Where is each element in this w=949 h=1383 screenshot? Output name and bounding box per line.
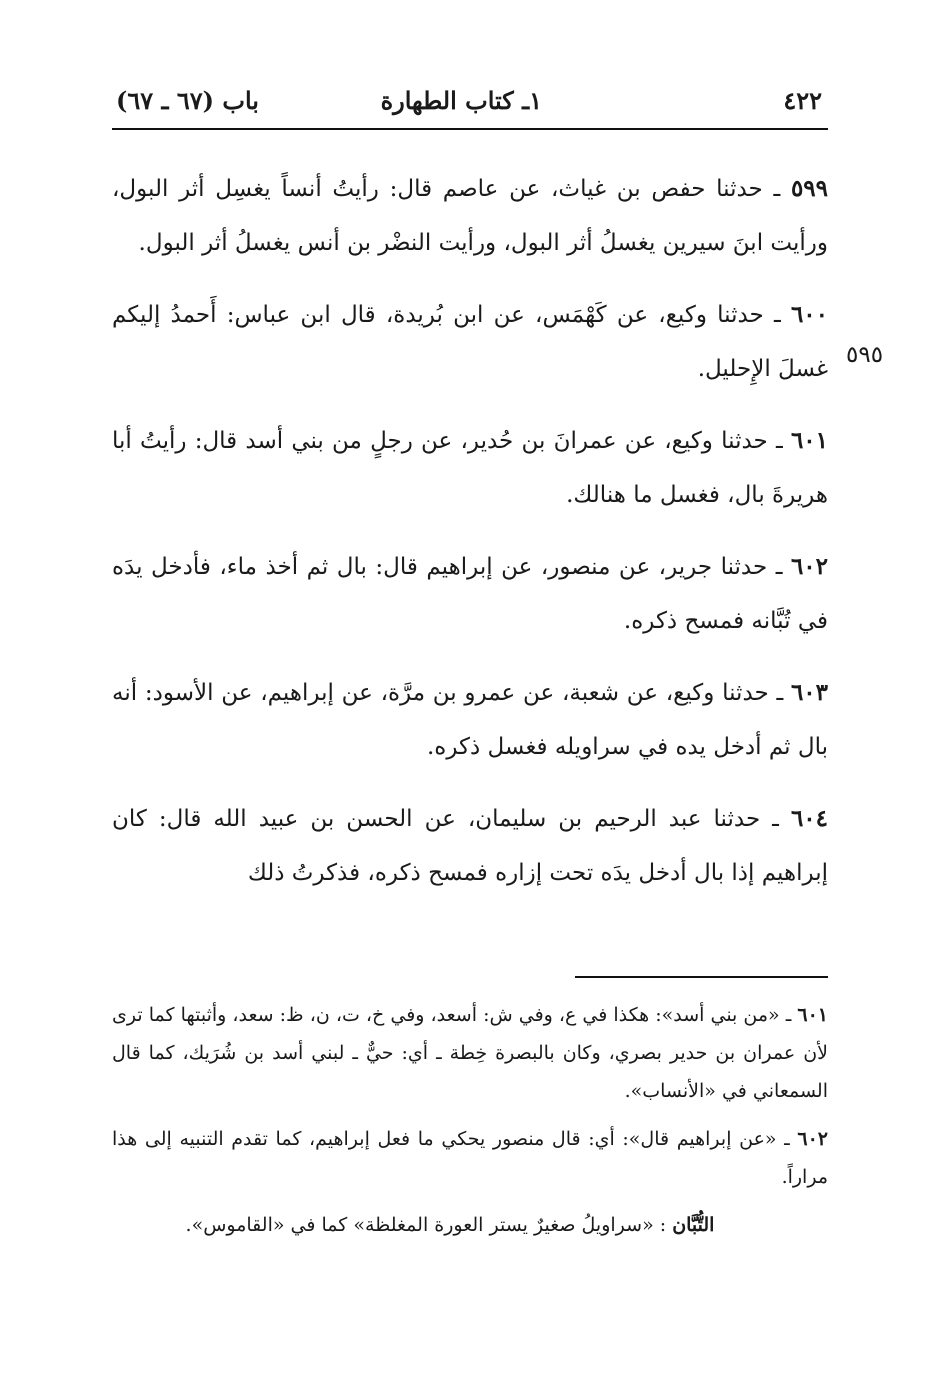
hadith-601 xyxy=(112,414,828,522)
hadith-text: ـ حدثنا عبد الرحيم بن سليمان، عن الحسن بن عبيد الله قال: كان إبراهيم إذا بال أدخل يدَه تحت إزاره فمسح ذكره، فذكرتُ ذلك xyxy=(112,806,828,886)
hadith-604 xyxy=(112,792,828,900)
footnotes xyxy=(112,996,828,1254)
hadith-number: ٥٩٩ xyxy=(790,175,828,202)
book-title: ١ـ كتاب الطهارة xyxy=(380,86,542,115)
footnote-text: ـ «عن إبراهيم قال»: أي: قال منصور يحكي ما فعل إبراهيم، كما تقدم التنبيه إلى هذا مراراً. xyxy=(112,1128,828,1188)
footnote-term: التُّبَّان xyxy=(672,1214,715,1236)
footnote-601 xyxy=(112,996,828,1110)
hadith-text: ـ حدثنا وكيع، عن شعبة، عن عمرو بن مرَّة، عن إبراهيم، عن الأسود: أنه بال ثم أدخل يده في سراويله فغسل ذكره. xyxy=(112,680,828,760)
footnote-text: ـ «من بني أسد»: هكذا في ع، وفي ش: أسعد، وفي خ، ت، ن، ظ: سعد، وأثبتها كما ترى لأن عمران بن حدير بصري، وكان بالبصرة خِطة ـ أي: حيٌّ ـ لبني أسد بن شُرَيك، كما قال السمعاني في «الأنساب». xyxy=(112,1004,828,1102)
margin-number: ٥٩٥ xyxy=(846,342,884,368)
hadith-number: ٦٠٢ xyxy=(790,553,828,580)
footnote-602 xyxy=(112,1120,828,1196)
footnote-number: ٦٠١ xyxy=(797,1004,828,1026)
hadith-text: ـ حدثنا وكيع، عن كَهْمَس، عن ابن بُريدة، قال ابن عباس: أَحمدُ إليكم غسلَ الإِحليل. xyxy=(112,302,828,382)
hadith-text: ـ حدثنا جرير، عن منصور، عن إبراهيم قال: بال ثم أخذ ماء، فأدخل يدَه في تُبَّانه فمسح ذكره. xyxy=(112,554,828,634)
chapter-heading: باب (٦٧ ـ ٦٧) xyxy=(116,86,259,115)
footnote-number: ٦٠٢ xyxy=(797,1128,828,1150)
hadith-number: ٦٠٣ xyxy=(790,679,828,706)
hadith-602 xyxy=(112,540,828,648)
footnote-tubban xyxy=(112,1206,828,1244)
hadith-603 xyxy=(112,666,828,774)
page-header xyxy=(112,80,828,130)
footnote-text: : «سراويلُ صغيرٌ يستر العورة المغلظة» كما في «القاموس». xyxy=(185,1214,673,1236)
hadith-text: ـ حدثنا وكيع، عن عمرانَ بن حُدير، عن رجلٍ من بني أسد قال: رأيتُ أبا هريرةَ بال، فغسل ما هنالك. xyxy=(112,428,828,508)
hadith-number: ٦٠٠ xyxy=(790,301,828,328)
footnote-separator xyxy=(575,976,828,978)
hadith-number: ٦٠٤ xyxy=(790,805,828,832)
hadith-list xyxy=(112,162,828,918)
hadith-number: ٦٠١ xyxy=(790,427,828,454)
hadith-600 xyxy=(112,288,828,396)
hadith-text: ـ حدثنا حفص بن غياث، عن عاصم قال: رأيتُ أنساً يغسِل أثر البول، ورأيت ابنَ سيرين يغسلُ أثر البول، ورأيت النضْر بن أنس يغسلُ أثر البول. xyxy=(112,176,828,256)
page-number: ٤٢٢ xyxy=(783,86,822,115)
hadith-599 xyxy=(112,162,828,270)
